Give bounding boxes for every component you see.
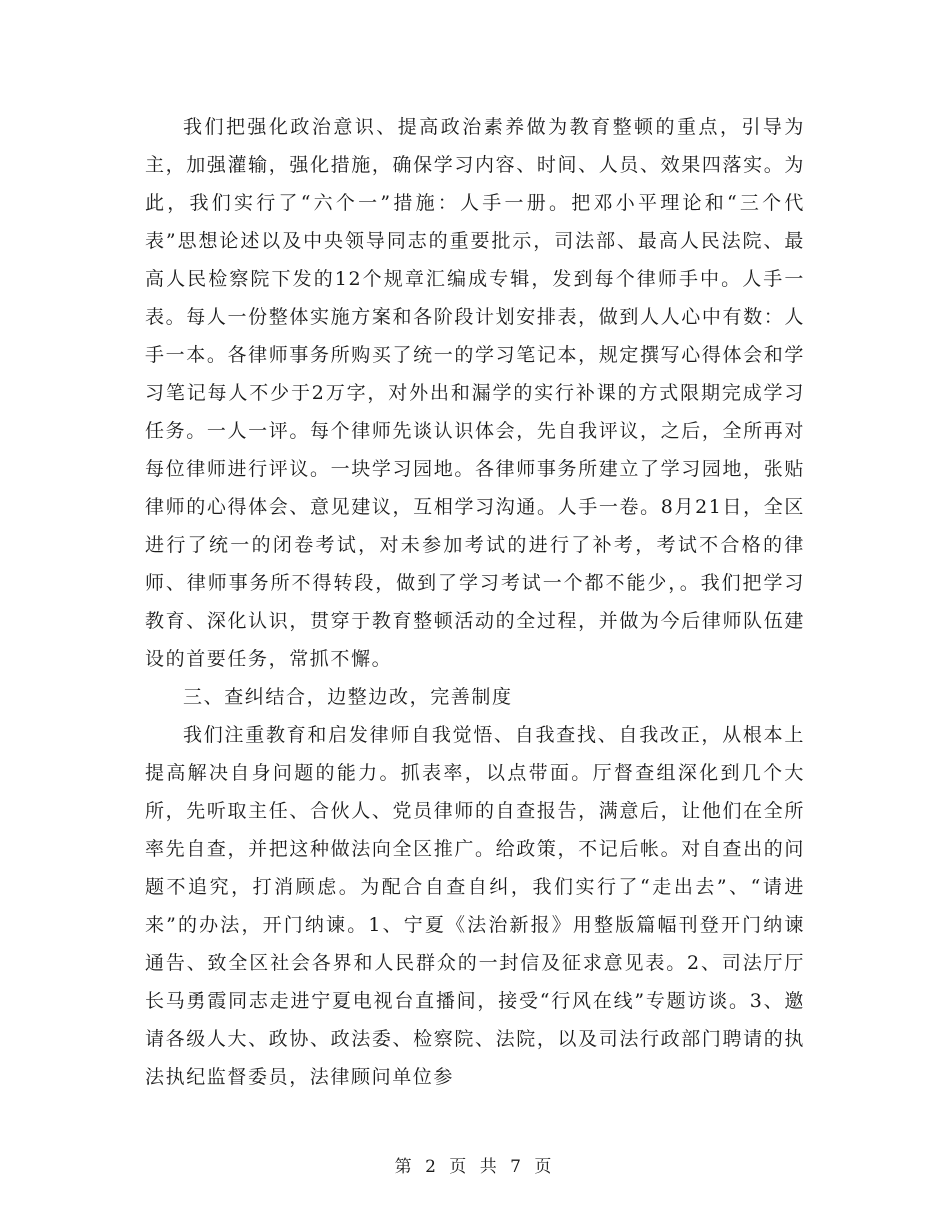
paragraph-self-inspection: 我们注重教育和启发律师自我觉悟、自我查找、自我改正，从根本上提高解决自身问题的能力。抓表率，以点带面。厅督查组深化到几个大所，先听取主任、合伙人、党员律师的自查报告，满意后，让他们在全所率先自查，并把这种做法向全区推广。给政策，不记后帐。对自查出的问题不追究，打消顾虑。为配合自查自纠，我们实行了“走出去”、“请进来”的办法，开门纳谏。1、宁夏《法治新报》用整版篇幅刊登开门纳谏通告、致全区社会各界和人民群众的一封信及征求意见表。2、司法厅厅长马勇霞同志走进宁夏电视台直播间，接受“行风在线”专题访谈。3、邀请各级人大、政协、政法委、检察院、法院，以及司法行政部门聘请的执法执纪监督委员，法律顾问单位参 [145,724,805,1088]
section-heading-three: 三、查纠结合，边整边改，完善制度 [183,686,513,708]
page-number-footer: 第 2 页 共 7 页 [394,1157,556,1177]
paragraph-study-measures: 我们把强化政治意识、提高政治素养做为教育整顿的重点，引导为主，加强灌输，强化措施，确保学习内容、时间、人员、效果四落实。为此，我们实行了“六个一”措施：人手一册。把邓小平理论和“三个代表”思想论述以及中央领导同志的重要批示，司法部、最高人民法院、最高人民检察院下发的12个规章汇编成专辑，发到每个律师手中。人手一表。每人一份整体实施方案和各阶段计划安排表，做到人人心中有数：人手一本。各律师事务所购买了统一的学习笔记本，规定撰写心得体会和学习笔记每人不少于2万字，对外出和漏学的实行补课的方式限期完成学习任务。一人一评。每个律师先谈认识体会，先自我评议，之后，全所再对每位律师进行评议。一块学习园地。各律师事务所建立了学习园地，张贴律师的心得体会、意见建议，互相学习沟通。人手一卷。8月21日，全区进行了统一的闭卷考试，对未参加考试的进行了补考，考试不合格的律师、律师事务所不得转段，做到了学习考试一个都不能少，。我们把学习教育、深化认识，贯穿于教育整顿活动的全过程，并做为今后律师队伍建设的首要任务，常抓不懈。 [145,116,805,670]
document-body [145,108,805,1096]
